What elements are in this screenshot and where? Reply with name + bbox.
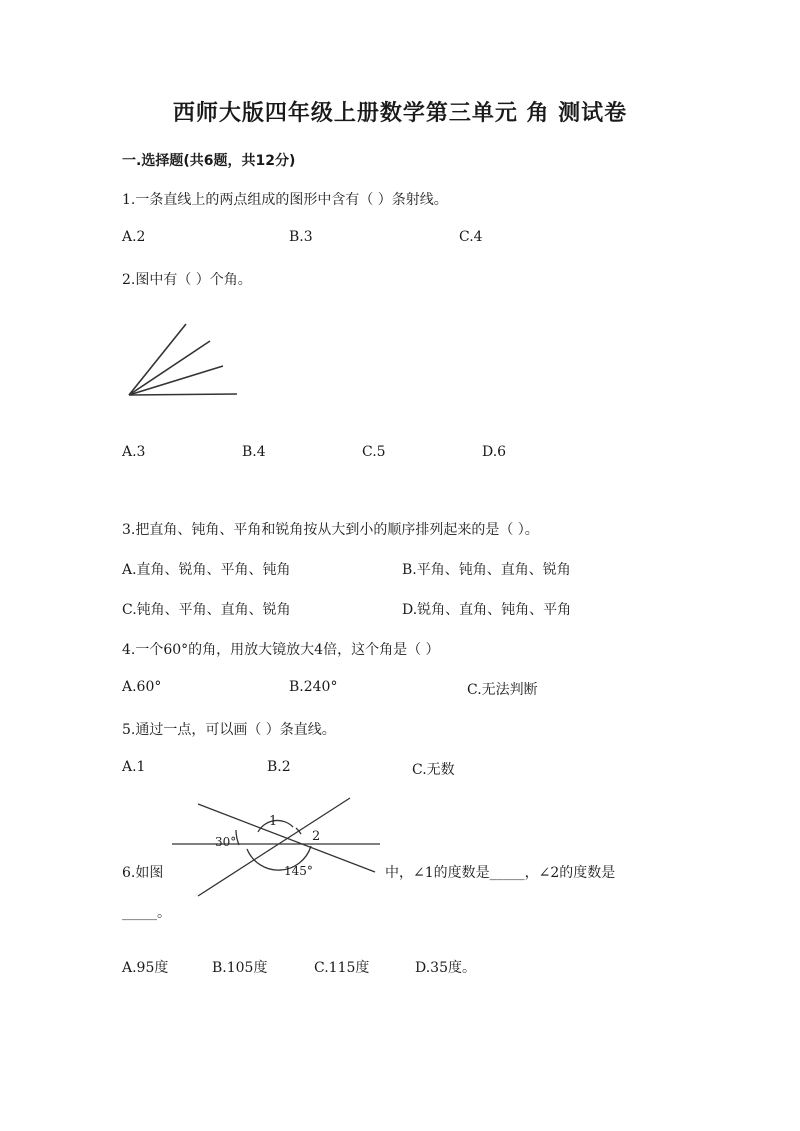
- question-5-text: 5.通过一点，可以画（ ）条直线。: [122, 722, 336, 738]
- question-3-option-b[interactable]: B.平角、钝角、直角、锐角: [402, 562, 571, 578]
- question-3-option-c[interactable]: C.钝角、平角、直角、锐角: [122, 602, 291, 618]
- question-2-figure: [120, 318, 250, 404]
- question-4-option-a[interactable]: A.60°: [122, 679, 162, 695]
- question-6-text-suffix: 中，∠1的度数是_____，∠2的度数是: [385, 865, 616, 881]
- question-2-option-d[interactable]: D.6: [482, 444, 507, 460]
- question-4-text: 4.一个60°的角，用放大镜放大4倍，这个角是（ ）: [122, 642, 440, 658]
- question-6-option-c[interactable]: C.115度: [314, 960, 370, 976]
- question-2-option-c[interactable]: C.5: [362, 444, 386, 460]
- question-1-option-b[interactable]: B.3: [289, 229, 313, 245]
- question-6-text-line2: _____。: [122, 905, 171, 921]
- ray-3: [129, 366, 223, 395]
- section-heading: 一.选择题(共6题，共12分): [122, 153, 296, 169]
- question-6-option-a[interactable]: A.95度: [122, 960, 169, 976]
- question-1-text: 1.一条直线上的两点组成的图形中含有（ ）条射线。: [122, 192, 448, 208]
- page-title: 西师大版四年级上册数学第三单元 角 测试卷: [172, 101, 628, 126]
- question-3-option-d[interactable]: D.锐角、直角、钝角、平角: [402, 602, 572, 618]
- arc-30: [236, 830, 239, 845]
- label-2: 2: [312, 829, 321, 844]
- ray-1: [129, 324, 186, 395]
- question-6-option-d[interactable]: D.35度。: [415, 960, 476, 976]
- question-5-option-b[interactable]: B.2: [267, 759, 291, 775]
- question-3-option-a[interactable]: A.直角、锐角、平角、钝角: [122, 562, 291, 578]
- question-6-option-b[interactable]: B.105度: [212, 960, 268, 976]
- question-4-option-b[interactable]: B.240°: [289, 679, 338, 695]
- question-3-text: 3.把直角、钝角、平角和锐角按从大到小的顺序排列起来的是（ ）。: [122, 522, 539, 538]
- ray-4: [129, 394, 237, 395]
- question-6-figure: [170, 794, 390, 900]
- label-1: 1: [269, 814, 278, 829]
- question-2-text: 2.图中有（ ）个角。: [122, 272, 252, 288]
- question-5-option-a[interactable]: A.1: [122, 759, 146, 775]
- question-1-option-c[interactable]: C.4: [459, 229, 483, 245]
- label-30: 30°: [215, 835, 237, 849]
- question-6-text-prefix: 6.如图: [122, 865, 164, 881]
- question-1-option-a[interactable]: A.2: [122, 229, 146, 245]
- ray-2: [129, 341, 210, 395]
- question-2-option-b[interactable]: B.4: [242, 444, 266, 460]
- question-5-option-c[interactable]: C.无数: [412, 762, 455, 778]
- question-2-option-a[interactable]: A.3: [122, 444, 146, 460]
- question-4-option-c[interactable]: C.无法判断: [467, 682, 538, 698]
- label-145: 145°: [284, 864, 313, 878]
